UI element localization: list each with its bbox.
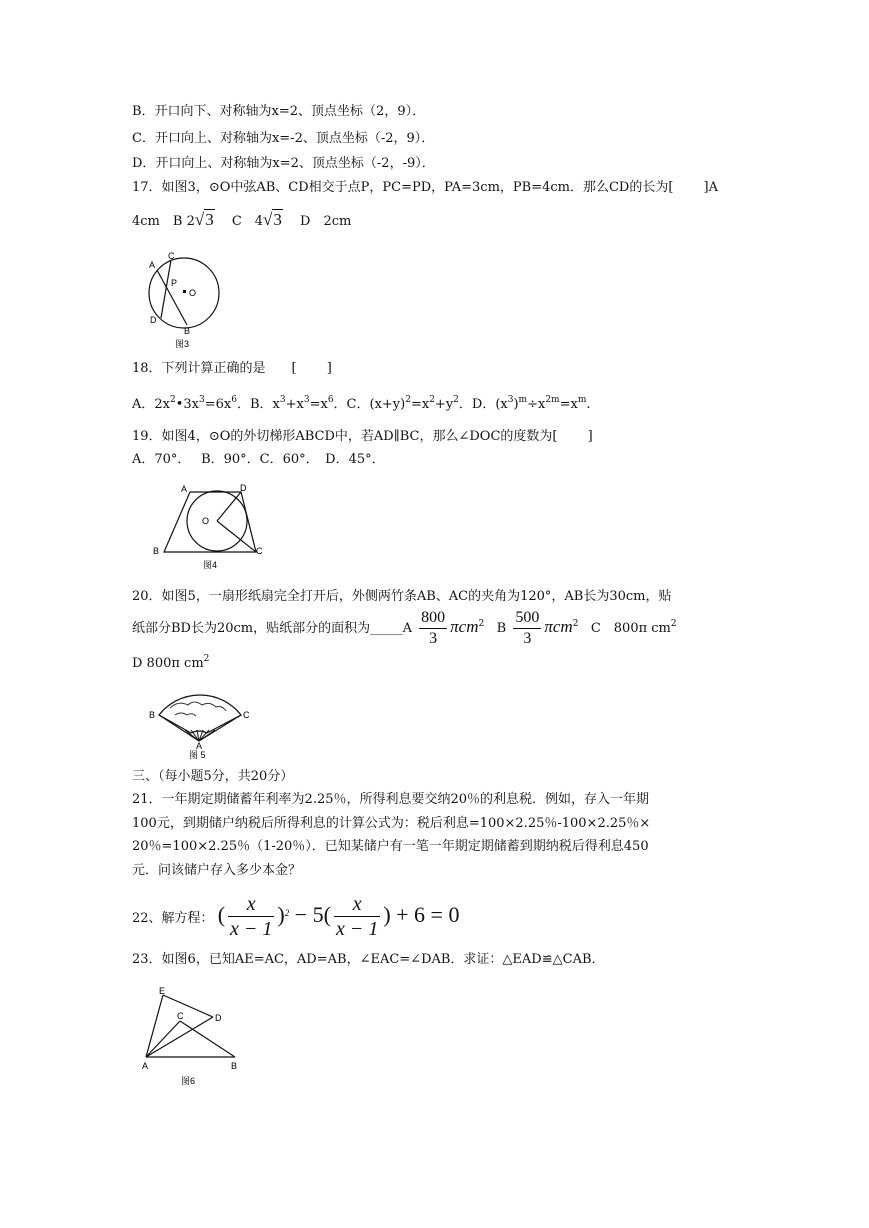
q20-stem: 20．如图5，一扇形纸扇完全打开后，外侧两竹条AB、AC的夹角为120°，AB长为30cm，贴 — [132, 589, 672, 604]
trapezoid-abcd — [164, 492, 256, 552]
q16-option-b: B．开口向下、对称轴为x=2、顶点坐标（2，9）． — [132, 104, 426, 119]
q21-line2: 100元，到期储户纳税后所得利息的计算公式为：税后利息=100×2.25％-100×2.25％× — [132, 816, 651, 831]
q17-option-a: 4cm B 2 — [132, 214, 195, 229]
segment-od — [217, 492, 241, 521]
q20-option-d: D 800π $cm^2$ — [132, 654, 210, 671]
label-a: A — [181, 484, 188, 494]
label-b: B — [153, 546, 160, 556]
label-b: B — [149, 710, 156, 720]
label-p: P — [171, 278, 178, 288]
q17-sqrt-c: √3 — [263, 210, 282, 229]
label-b: B — [184, 326, 191, 336]
caption: 图4 — [203, 560, 218, 570]
label-c: C — [177, 1011, 184, 1021]
q16-option-c: C．开口向上、对称轴为x=-2、顶点坐标（-2，9）． — [132, 131, 435, 146]
q20-frac-b: $\frac{500}{3}$ — [515, 609, 540, 647]
caption: 图 5 — [189, 750, 206, 760]
q23-stem: 23．如图6，已知AE=AC，AD=AB，∠EAC=∠DAB．求证：△EAD≌△CAB． — [132, 952, 605, 967]
fan-paper — [159, 695, 241, 733]
figure-3 — [140, 250, 230, 350]
q18-options: A．$2x^2•3x^3=6x^6$．B．$x^3+x^3=x^6$．C．$(x+y)^2=x^2+y^2$．D．$(x^3)^m\div x^{2m}=x^m$. — [132, 395, 591, 412]
q17-option-d: D 2cm — [282, 214, 352, 229]
label-c: C — [256, 546, 263, 556]
section-3-heading: 三、（每小题5分，共20分） — [132, 769, 294, 784]
q20-line2: 纸部分BD长为20cm，贴纸部分的面积为_____A — [132, 621, 413, 636]
q17-stem: 17．如图3，⊙O中弦AB、CD相交于点P，PC=PD，PA=3cm，PB=4cm．那么CD的长为[ ]A — [132, 180, 718, 195]
q22 — [132, 890, 459, 944]
q16-option-d: D．开口向上、对称轴为x=2、顶点坐标（-2，-9）． — [132, 156, 435, 171]
q20-frac-a: $\frac{800}{3}$ — [421, 609, 446, 647]
caption: 图6 — [181, 1076, 196, 1086]
label-d: D — [150, 315, 157, 325]
chord-cd — [161, 260, 171, 318]
figure-6 — [135, 985, 250, 1086]
label-b: B — [231, 1061, 238, 1071]
label-o: O — [202, 516, 210, 526]
caption: 图3 — [175, 339, 190, 349]
label-a: A — [196, 741, 203, 751]
label-c: C — [168, 251, 175, 261]
q21-line1: 21．一年期定期储蓄年利率为2.25％，所得利息要交纳20％的利息税．例如，存入一年期 — [132, 792, 650, 807]
q19-options: A．70°． B．90°．C．60°． D．45°． — [132, 452, 385, 467]
segment-ad — [146, 1017, 213, 1057]
q19-stem: 19．如图4，⊙O的外切梯形ABCD中，若AD∥BC，那么∠DOC的度数为[ ] — [132, 429, 593, 444]
segment-ed — [163, 995, 213, 1017]
q20-options: 纸部分BD长为20cm，贴纸部分的面积为_____A $\frac{800}{3}$ πcm$^2$ B $\frac{500}{3}$ πcm$^2$ C 800π $cm^2$ — [132, 609, 677, 647]
center-dot — [183, 290, 186, 293]
label-a: A — [142, 1061, 149, 1071]
segment-oc — [217, 521, 256, 552]
q22-stem: 22、解方程： — [132, 911, 214, 926]
q17-option-c: C 4 — [214, 214, 264, 229]
q22-equation: ( $\frac{x}{x - 1}$ )$^2$ − 5( $\frac{x}{x - 1}$ ) + 6 = 0 — [217, 893, 460, 941]
q18-stem: 18．下列计算正确的是 [ ] — [132, 361, 332, 376]
q20-option-c: C 800π cm — [590, 621, 671, 636]
label-a: A — [149, 260, 156, 270]
label-d: D — [215, 1013, 222, 1023]
label-c: C — [243, 710, 250, 720]
q20-option-b: B — [496, 621, 507, 636]
figure-4 — [150, 480, 270, 575]
segment-cb — [180, 1021, 235, 1057]
label-d: D — [240, 483, 247, 493]
label-e: E — [159, 986, 166, 996]
q21-line3: 20％=100×2.25％（1-20％）．已知某储户有一笔一年期定期储蓄到期纳税后得利息450 — [132, 839, 649, 854]
q17-options — [132, 208, 351, 234]
q21-line4: 元．问该储户存入多少本金？ — [132, 863, 302, 878]
label-o: O — [189, 288, 197, 298]
figure-5 — [145, 683, 255, 761]
q17-sqrt-b: √3 — [194, 210, 214, 229]
